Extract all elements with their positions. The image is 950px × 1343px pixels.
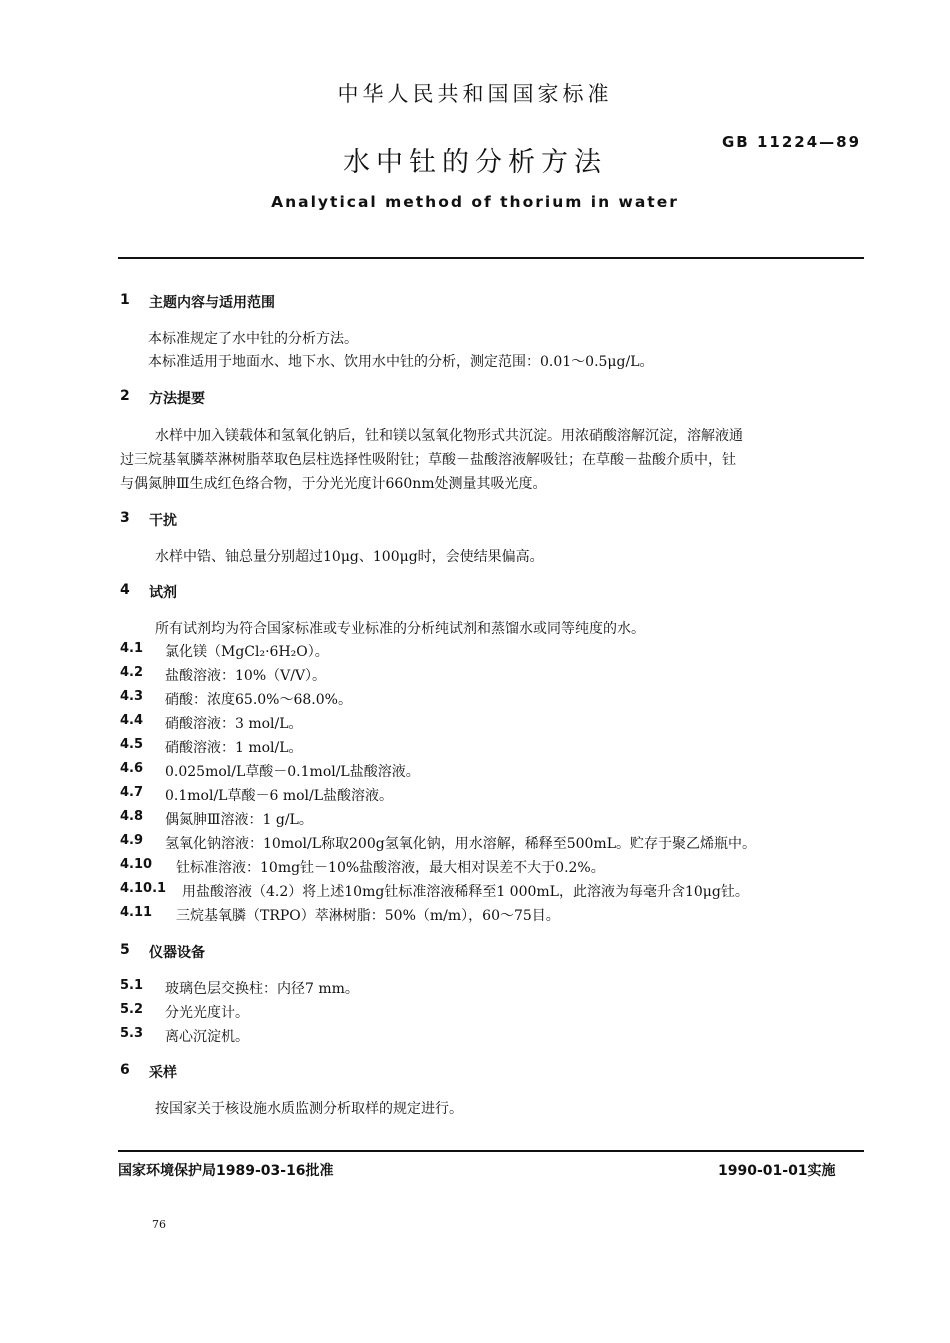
- section-title: 试剂: [149, 585, 177, 601]
- item-number: 4.5: [120, 737, 144, 752]
- item-text: 氢氧化钠溶液：10mol/L称取200g氢氧化钠，用水溶解，稀释至500mL。贮存于聚乙烯瓶中。: [165, 836, 756, 852]
- bottom-divider: [118, 1150, 864, 1152]
- item-number: 4.11: [120, 905, 153, 920]
- section-title: 主题内容与适用范围: [149, 295, 275, 311]
- section-1-paragraph-2: 本标准适用于地面水、地下水、饮用水中钍的分析，测定范围：0.01～0.5μg/L。: [148, 354, 654, 370]
- section-title: 干扰: [149, 513, 177, 529]
- item-number: 4.8: [120, 809, 144, 824]
- document-title-en: Analytical method of thorium in water: [271, 193, 679, 211]
- item-text: 三烷基氧膦（TRPO）萃淋树脂：50%（m/m），60～75目。: [176, 908, 560, 924]
- section-title: 采样: [149, 1065, 177, 1081]
- item-number: 4.6: [120, 761, 144, 776]
- item-number: 4.9: [120, 833, 144, 848]
- item-text: 玻璃色层交换柱：内径7 mm。: [165, 981, 359, 997]
- item-text: 氯化镁（MgCl₂·6H₂O）。: [165, 644, 329, 660]
- section-number: 5: [120, 942, 130, 958]
- section-1-paragraph-1: 本标准规定了水中钍的分析方法。: [148, 331, 358, 347]
- item-text: 盐酸溶液：10%（V/V）。: [165, 668, 327, 684]
- item-number: 5.3: [120, 1026, 144, 1041]
- section-number: 6: [120, 1062, 130, 1078]
- item-number: 4.7: [120, 785, 144, 800]
- section-4-intro: 所有试剂均为符合国家标准或专业标准的分析纯试剂和蒸馏水或同等纯度的水。: [155, 621, 645, 637]
- item-text: 分光光度计。: [165, 1005, 249, 1021]
- section-number: 4: [120, 582, 130, 598]
- effective-date: 1990-01-01实施: [718, 1163, 836, 1179]
- item-number: 4.10.1: [120, 881, 167, 896]
- item-number: 4.2: [120, 665, 144, 680]
- item-text: 硝酸溶液：1 mol/L。: [165, 740, 303, 756]
- item-text: 钍标准溶液：10mg钍－10%盐酸溶液，最大相对误差不大于0.2%。: [176, 860, 605, 876]
- standard-code: GB 11224—89: [722, 133, 862, 151]
- item-number: 5.2: [120, 1002, 144, 1017]
- item-number: 4.1: [120, 641, 144, 656]
- item-text: 离心沉淀机。: [165, 1029, 249, 1045]
- section-2-line-1: 水样中加入镁载体和氢氧化钠后，钍和镁以氢氧化物形式共沉淀。用浓硝酸溶解沉淀，溶解液通: [155, 428, 743, 444]
- section-number: 1: [120, 292, 130, 308]
- section-number: 3: [120, 510, 130, 526]
- section-3-paragraph: 水样中锆、铀总量分别超过10μg、100μg时，会使结果偏高。: [155, 549, 544, 565]
- item-text: 用盐酸溶液（4.2）将上述10mg钍标准溶液稀释至1 000mL，此溶液为每毫升含10μg钍。: [182, 884, 749, 900]
- page-number: 76: [152, 1218, 166, 1231]
- item-number: 4.10: [120, 857, 153, 872]
- top-divider: [118, 257, 864, 259]
- item-text: 0.025mol/L草酸－0.1mol/L盐酸溶液。: [165, 764, 420, 780]
- section-number: 2: [120, 388, 130, 404]
- item-number: 4.3: [120, 689, 144, 704]
- section-6-paragraph: 按国家关于核设施水质监测分析取样的规定进行。: [155, 1101, 463, 1117]
- section-title: 方法提要: [149, 391, 205, 407]
- item-text: 硝酸溶液：3 mol/L。: [165, 716, 303, 732]
- document-title-cn: 水中钍的分析方法: [343, 147, 607, 178]
- item-text: 硝酸：浓度65.0%～68.0%。: [165, 692, 352, 708]
- section-2-line-3: 与偶氮胂Ⅲ生成红色络合物，于分光光度计660nm处测量其吸光度。: [120, 476, 547, 492]
- item-number: 4.4: [120, 713, 144, 728]
- approval-date: 国家环境保护局1989-03-16批准: [118, 1163, 334, 1179]
- section-2-line-2: 过三烷基氧膦萃淋树脂萃取色层柱选择性吸附钍；草酸－盐酸溶液解吸钍；在草酸－盐酸介质中，钍: [120, 452, 736, 468]
- national-standard-heading: 中华人民共和国国家标准: [337, 82, 613, 106]
- item-text: 0.1mol/L草酸－6 mol/L盐酸溶液。: [165, 788, 394, 804]
- item-text: 偶氮胂Ⅲ溶液：1 g/L。: [165, 812, 313, 828]
- section-title: 仪器设备: [149, 945, 205, 961]
- item-number: 5.1: [120, 978, 144, 993]
